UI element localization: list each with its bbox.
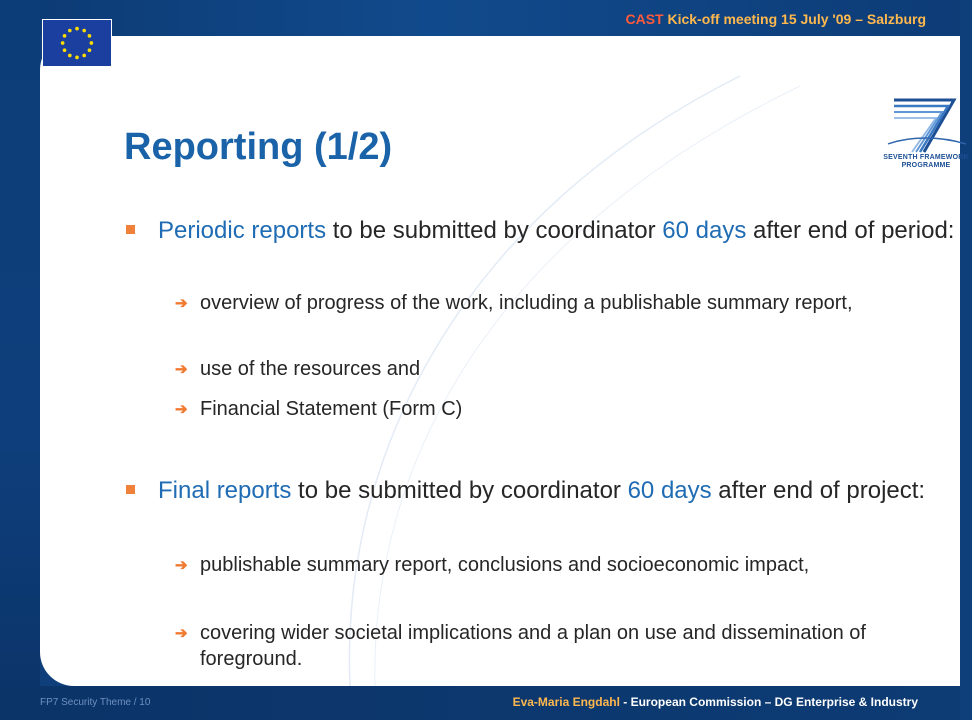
sub-bullet <box>175 552 955 578</box>
footer-theme-page: FP7 Security Theme / 10 <box>40 697 151 708</box>
eu-flag-icon <box>43 20 111 66</box>
sub-bullet <box>175 356 955 382</box>
sub-bullet <box>175 396 955 422</box>
sub-bullet-text: use of the resources and <box>200 358 421 380</box>
bullet-square-icon <box>126 485 135 494</box>
arrow-right-icon: ➔ <box>175 557 188 574</box>
fp7-seven-logo-icon <box>880 94 972 154</box>
fp7-logo <box>880 94 972 176</box>
footer-author-name: Eva-Maria Engdahl <box>512 695 620 709</box>
sub-bullet-text: publishable summary report, conclusions and socioeconomic impact, <box>200 554 810 576</box>
highlight-days: 60 days <box>662 217 747 244</box>
bullet-text-part: after end of period: <box>746 217 955 244</box>
bullet-text <box>158 216 963 246</box>
left-frame-bar <box>0 0 40 720</box>
arrow-right-icon: ➔ <box>175 401 188 418</box>
bullet-square-icon <box>126 225 135 234</box>
sub-bullet <box>175 620 955 672</box>
meeting-header <box>625 11 926 27</box>
arrow-right-icon: ➔ <box>175 625 188 642</box>
arrow-right-icon: ➔ <box>175 295 188 312</box>
footer-author <box>513 695 918 709</box>
highlight-days: 60 days <box>627 477 712 504</box>
meeting-prefix: CAST <box>625 11 664 27</box>
bullet-final-reports <box>123 476 963 506</box>
fp7-logo-line1: SEVENTH FRAMEWORK <box>883 154 969 161</box>
highlight-term: Periodic reports <box>158 217 327 244</box>
slide-title: Reporting (1/2) <box>124 126 393 168</box>
bullet-text-part: to be submitted by coordinator <box>291 477 628 504</box>
sub-bullet-text: Financial Statement (Form C) <box>200 398 463 420</box>
sub-bullet-text: covering wider societal implications and a plan on use and dissemination of foreground. <box>200 622 866 670</box>
slide-canvas <box>40 36 969 686</box>
bullet-text <box>158 476 963 506</box>
bullet-text-part: after end of project: <box>711 477 926 504</box>
bullet-text-part: to be submitted by coordinator <box>326 217 663 244</box>
meeting-details: Kick-off meeting 15 July '09 – Salzburg <box>663 11 926 27</box>
footer-organization: - European Commission – DG Enterprise & Industry <box>619 695 918 709</box>
eu-flag <box>42 19 112 67</box>
arrow-right-icon: ➔ <box>175 361 188 378</box>
sub-bullet <box>175 290 955 316</box>
bullet-periodic-reports <box>123 216 963 246</box>
fp7-logo-line2: PROGRAMME <box>901 162 951 169</box>
highlight-term: Final reports <box>158 477 292 504</box>
sub-bullet-text: overview of progress of the work, including a publishable summary report, <box>200 292 853 314</box>
